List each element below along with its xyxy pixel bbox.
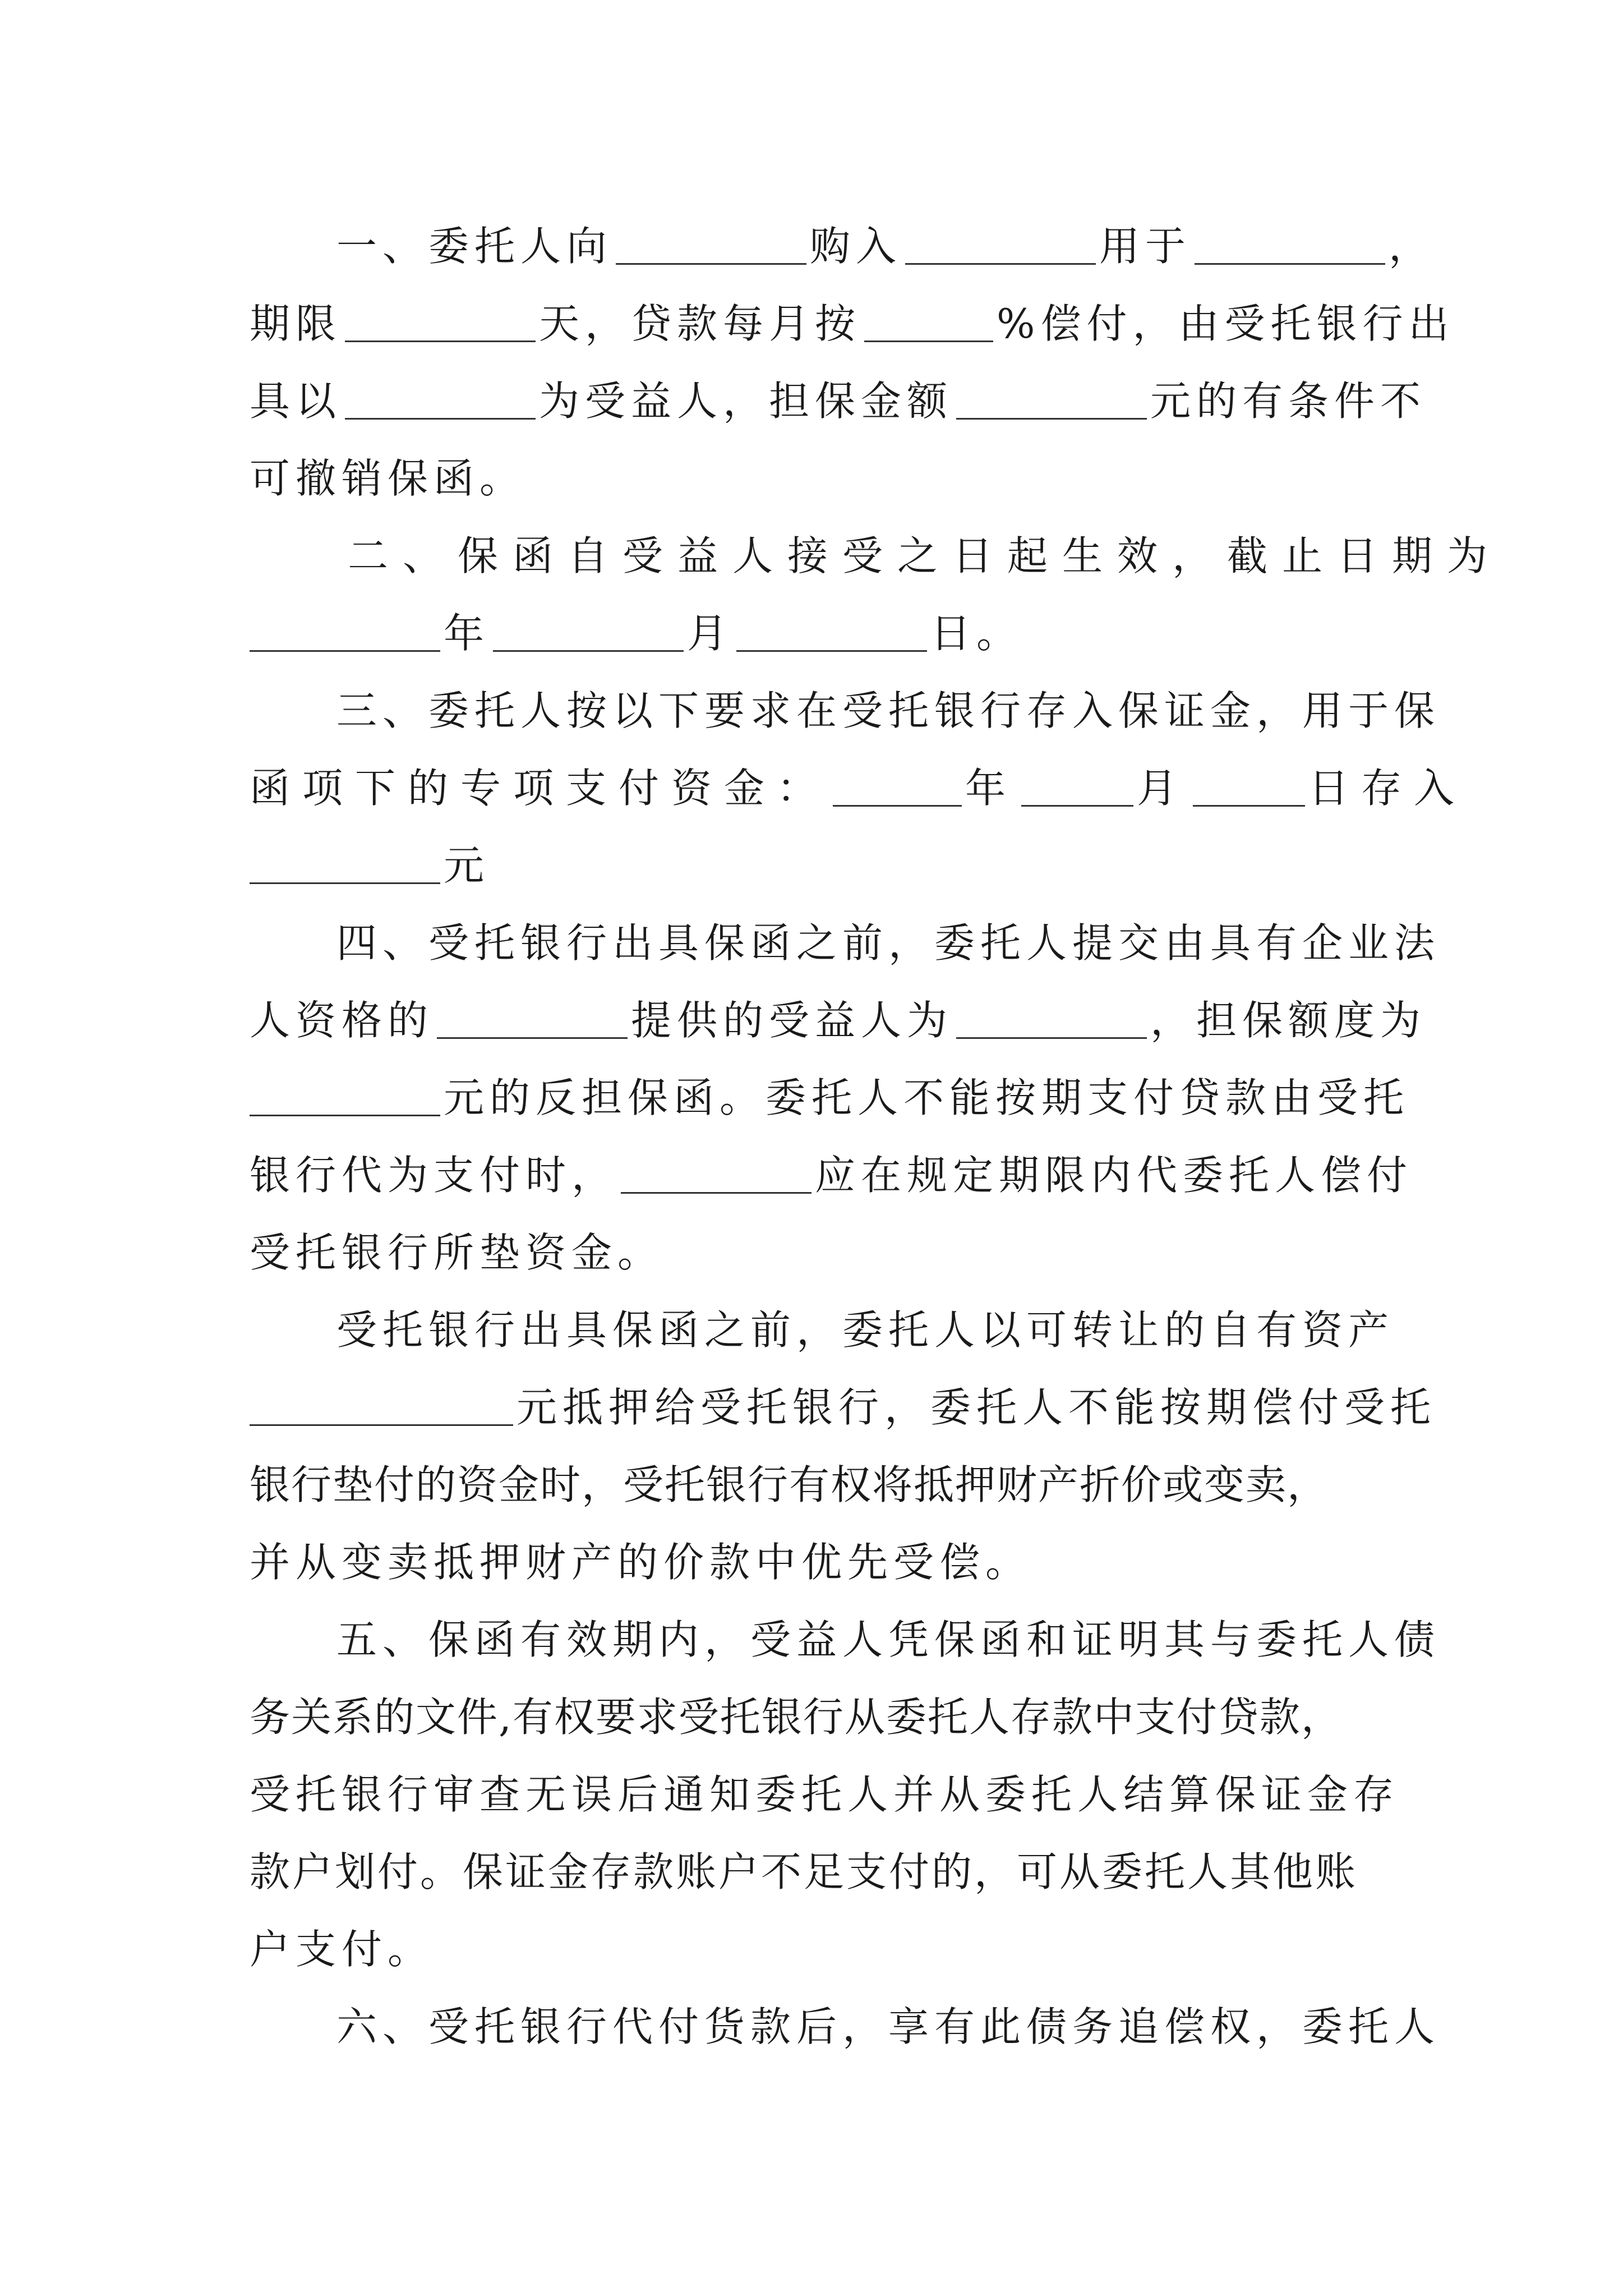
text-segment: 元的反担保函。委托人不能按期支付贷款由受托: [444, 1074, 1410, 1121]
text-segment: 受托银行所垫资金。: [250, 1229, 664, 1276]
text-segment: 银行垫付的资金时，受托银行有权将抵押财产折价或变卖，: [250, 1461, 1329, 1508]
fill-blank[interactable]: [250, 616, 440, 652]
clause-3-line-1: [250, 672, 1441, 749]
text-segment: ，担保额度为: [1150, 997, 1427, 1044]
clause-5-line-5: [250, 1911, 1396, 1988]
text-segment: 提供的受益人为: [631, 997, 953, 1044]
clause-4-line-5: [250, 1214, 1396, 1291]
text-segment: 六、受托银行代付货款后，享有此债务追偿权，委托人: [336, 2003, 1441, 2050]
clause-5-line-3: [250, 1756, 1400, 1833]
text-segment: 为受益人，担保金额: [539, 378, 953, 425]
collateral-line-1: [250, 1291, 1396, 1369]
fill-blank[interactable]: [250, 849, 440, 884]
text-segment: 银行代为支付时，: [250, 1152, 618, 1199]
text-segment: 月: [1137, 765, 1190, 812]
fill-blank[interactable]: [250, 1391, 513, 1426]
clause-4-line-2: [250, 982, 1427, 1059]
clause-3-line-2: [250, 749, 1467, 827]
fill-blank[interactable]: [621, 1158, 811, 1194]
text-segment: ，: [1389, 223, 1435, 270]
text-segment: 务关系的文件,有权要求受托银行从委托人存款中支付贷款，: [250, 1694, 1343, 1741]
text-segment: 期限: [250, 300, 342, 347]
fill-blank[interactable]: [1021, 771, 1133, 807]
text-segment: 天，贷款每月按: [539, 300, 861, 347]
text-segment: 具以: [250, 378, 342, 425]
clause-5-line-1: [250, 1601, 1441, 1678]
clause-1-line-2: [250, 285, 1455, 362]
clause-3-line-3: [250, 827, 1396, 904]
collateral-line-2: [250, 1369, 1437, 1446]
fill-blank[interactable]: [736, 616, 927, 652]
clause-1-line-3: [250, 362, 1427, 440]
fill-blank[interactable]: [833, 771, 962, 807]
text-segment: 用于: [1099, 223, 1192, 270]
text-segment: 受托银行审查无误后通知委托人并从委托人结算保证金存: [250, 1771, 1400, 1818]
clause-4-line-4: [250, 1137, 1413, 1214]
clause-5-line-2: [250, 1678, 1396, 1756]
fill-blank[interactable]: [616, 229, 806, 265]
fill-blank[interactable]: [956, 384, 1147, 420]
text-segment: 元: [444, 842, 490, 889]
text-segment: 五、保函有效期内，受益人凭保函和证明其与委托人债: [336, 1616, 1441, 1663]
text-segment: 并从变卖抵押财产的价款中优先受偿。: [250, 1539, 1032, 1586]
fill-blank[interactable]: [345, 384, 536, 420]
fill-blank[interactable]: [905, 229, 1096, 265]
clause-4-line-1: [250, 904, 1441, 982]
document-page: [250, 208, 1502, 2065]
clause-5-line-4: [250, 1833, 1396, 1911]
text-segment: 应在规定期限内代委托人偿付: [815, 1152, 1413, 1199]
text-segment: 三、委托人按以下要求在受托银行存入保证金，用于保: [336, 687, 1441, 734]
text-segment: 二、保函自受益人接受之日起生效，截止日期为: [348, 532, 1502, 579]
text-segment: 函项下的专项支付资金：: [250, 765, 830, 812]
fill-blank[interactable]: [1195, 229, 1385, 265]
fill-blank[interactable]: [493, 616, 684, 652]
fill-blank[interactable]: [1193, 771, 1305, 807]
clause-2-line-2: [250, 595, 1396, 672]
text-segment: %偿付，由受托银行出: [997, 300, 1455, 347]
text-segment: 购入: [810, 223, 902, 270]
clause-1-line-1: [250, 208, 1435, 285]
text-segment: 人资格的: [250, 997, 434, 1044]
fill-blank[interactable]: [250, 1081, 440, 1116]
clause-6-line-1: [250, 1988, 1441, 2065]
text-segment: 元抵押给受托银行，委托人不能按期偿付受托: [517, 1384, 1437, 1431]
collateral-line-3: [250, 1446, 1396, 1524]
fill-blank[interactable]: [345, 307, 536, 342]
clause-4-line-3: [250, 1059, 1410, 1137]
fill-blank[interactable]: [956, 1004, 1147, 1039]
text-segment: 日存入: [1308, 765, 1467, 812]
collateral-line-4: [250, 1524, 1396, 1601]
text-segment: 元的有条件不: [1150, 378, 1427, 425]
text-segment: 一、委托人向: [336, 223, 613, 270]
clause-1-line-4: [250, 440, 1396, 517]
text-segment: 日。: [930, 610, 1023, 657]
text-segment: 年: [965, 765, 1018, 812]
text-segment: 四、受托银行出具保函之前，委托人提交由具有企业法: [336, 919, 1441, 967]
text-segment: 受托银行出具保函之前，委托人以可转让的自有资产: [336, 1306, 1395, 1354]
text-segment: 款户划付。保证金存款账户不足支付的，可从委托人其他账: [250, 1848, 1358, 1895]
fill-blank[interactable]: [864, 307, 993, 342]
text-segment: 户支付。: [250, 1926, 434, 1973]
clause-2-line-1: [250, 517, 1502, 595]
text-segment: 可撤销保函。: [250, 455, 526, 502]
fill-blank[interactable]: [437, 1004, 628, 1039]
text-segment: 月: [687, 610, 734, 657]
text-segment: 年: [444, 610, 490, 657]
